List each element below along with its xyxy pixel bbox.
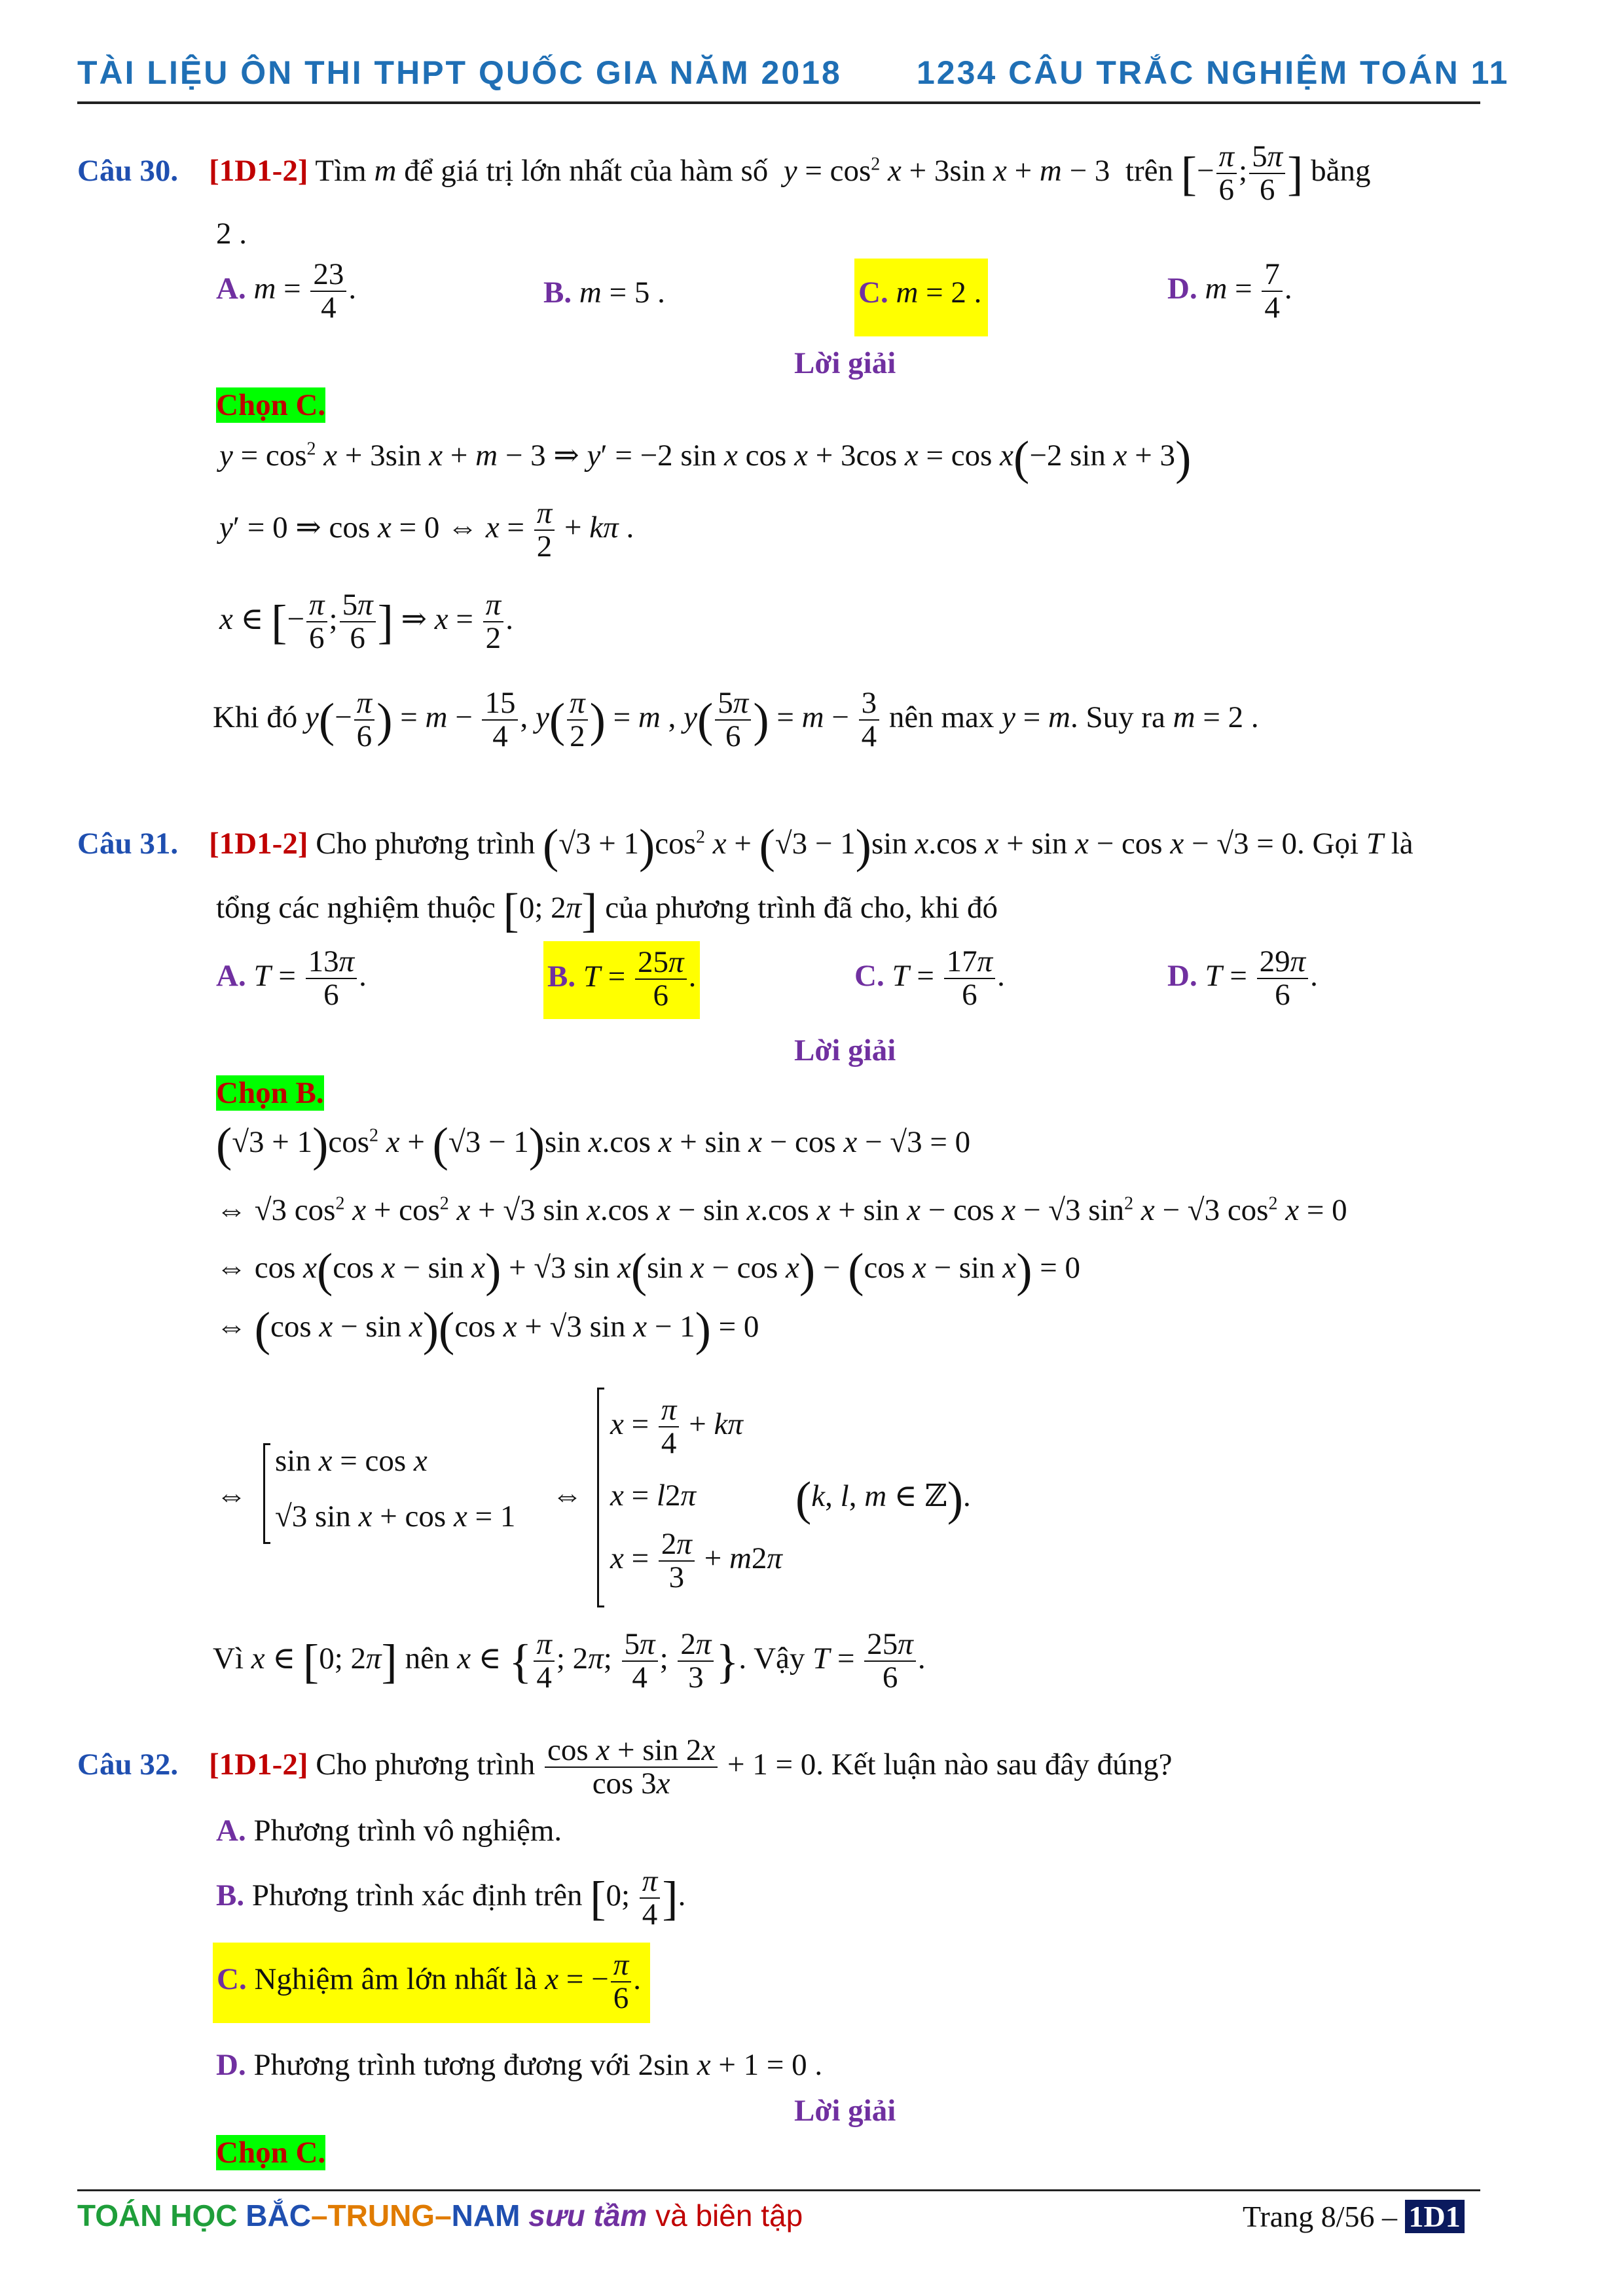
footer-badge: 1D1 — [1405, 2200, 1465, 2233]
q30-stem-line1: Câu 30. [1D1-2] Tìm m để giá trị lớn nhất của hàm số $y = \cos^2 x + 3\sin$ x + m − 3 trên [− $\frac{\pi}{6}$ ; $\frac{5\pi}{6}$ ] bằng — [77, 139, 1371, 207]
q31-sol-bracket1 — [263, 1443, 270, 1544]
footer-credit: TOÁN HỌC BẮC–TRUNG–NAM sưu tầm và biên tập — [77, 2198, 803, 2233]
q32-solution-title: Lời giải — [794, 2094, 896, 2128]
q31-sol-root1: x = $\frac{\pi}{4}$ + kπ — [610, 1393, 743, 1461]
q31-sol-line4: ⇔ (cos x − sin x)(cos x + √3 sin x − 1) = 0 — [216, 1302, 759, 1356]
q31-sol-line3: ⇔ cos x(cos x − sin x) + √3 sin x(sin x − cos x) − (cos x − sin x) = 0 — [216, 1244, 1080, 1297]
q31-sol-line1: $(√3 + 1)\cos^2$ x + (√3 − 1)sin x.cos x + sin x − cos x − √3 = 0 — [216, 1118, 971, 1172]
q31-sol-domain: (k, l, m ∈ ℤ). — [795, 1472, 971, 1526]
q32-stem: Câu 32. [1D1-2] Cho phương trình $\frac{\text{cos x + sin 2x}}{\cos 3x}$ + 1 = 0. Kết luận nào sau đây đúng? — [77, 1733, 1173, 1801]
q30-choice: Chọn C. — [216, 388, 326, 422]
footer-rule — [77, 2189, 1480, 2191]
q32-option-c-correct: C. Nghiệm âm lớn nhất là x = − $\frac{\pi}{6}$ . — [213, 1943, 650, 2023]
q30-option-d: D. m = $\frac{7}{4}$ . — [1167, 257, 1292, 325]
q31-sol-case2: √3 sin x + cos x = 1 — [275, 1499, 516, 1534]
q30-sol-line4: Khi đó y(− $\frac{\pi}{6}$ ) = m − $\frac{15}{4}$ , y( $\frac{\pi}{2}$ ) = m , y( $\frac{5\pi}{6}$ ) = m − $\frac{3}{4}$ nên max y = m. Suy ra m = 2 . — [213, 686, 1259, 754]
q31-sol-bracket2 — [597, 1388, 604, 1607]
q30-sol-line3: x ∈ [− $\frac{\pi}{6}$ ; $\frac{5\pi}{6}$ ] ⇒ x = $\frac{\pi}{2}$ . — [219, 588, 513, 656]
q30-option-c-correct: C. m = 2 . — [854, 259, 988, 336]
q31-option-d: D. T = $\frac{29\pi}{6}$ . — [1167, 944, 1318, 1013]
q31-sol-case1: sin x = cos x — [275, 1444, 428, 1478]
q30-sol-line1: $y = \cos^2 x + 3\sin$ x + m − 3 ⇒ y′ = −2 sin x cos x + 3cos x = cos x(−2 sin x + 3) — [219, 431, 1192, 485]
q30-sol-line2: y′ = 0 ⇒ cos x = 0 ⇔ x = $\frac{\pi}{2}$ + kπ . — [219, 496, 634, 564]
header-right-title: 1234 CÂU TRẮC NGHIỆM TOÁN 11 — [917, 54, 1510, 91]
q32-tag: [1D1-2] — [209, 1748, 308, 1782]
q31-label: Câu 31. — [77, 827, 179, 861]
q30-stem-c: trên — [1125, 154, 1173, 188]
q30-option-a: A. m = $\frac{23}{4}$ . — [216, 257, 357, 325]
q30-label: Câu 30. — [77, 154, 179, 188]
q31-option-c: C. T = $\frac{17\pi}{6}$ . — [854, 944, 1005, 1013]
q30-stem-e: 2 . — [216, 217, 247, 251]
q31-sol-conclusion: Vì x ∈ [0; 2π] nên x ∈ { $\frac{\pi}{4}$ ; 2π; $\frac{5\pi}{4}$ ; $\frac{2\pi}{3}$ }. Vậy T = $\frac{25\pi}{6}$ . — [213, 1627, 926, 1695]
q31-stem-line2: tổng các nghiệm thuộc [0; 2π] của phương trình đã cho, khi đó — [216, 884, 998, 937]
q31-option-b-correct: B. T = $\frac{25\pi}{6}$ . — [543, 941, 700, 1019]
q31-option-a: A. T = $\frac{13\pi}{6}$ . — [216, 944, 367, 1013]
q31-sol-equiv2: ⇔ — [552, 1479, 583, 1513]
q31-stem-line1: Câu 31. [1D1-2] Cho phương trình $(√3 + 1)\cos^2$ x + (√3 − 1)sin x.cos x + sin x − cos x − √3 = 0. Gọi T là — [77, 819, 1413, 873]
q31-sol-line2: ⇔ √3 $\cos^2 x + \cos^2 x + √3$ sin x.cos x − sin x.cos x + sin x − cos x − √3 $\sin^2 x - √3$ $\cos^2 x = 0$ — [216, 1193, 1347, 1227]
q31-choice: Chọn B. — [216, 1076, 324, 1110]
q31-solution-title: Lời giải — [794, 1033, 896, 1067]
q30-stem-d: bằng — [1311, 154, 1371, 188]
q32-choice: Chọn C. — [216, 2136, 326, 2170]
q30-tag: [1D1-2] — [209, 154, 308, 188]
q32-label: Câu 32. — [77, 1748, 179, 1782]
q32-option-d: D. Phương trình tương đương với 2sin x + 1 = 0 . — [216, 2048, 823, 2082]
q30-stem-a: Tìm — [315, 154, 367, 188]
q30-option-b: B. m = 5 . — [543, 276, 665, 310]
footer-page: Trang 8/56 – 1D1 — [1243, 2199, 1465, 2234]
q30-stem-b: để giá trị lớn nhất của hàm số — [404, 154, 769, 188]
q32-option-a: A. Phương trình vô nghiệm. — [216, 1814, 562, 1848]
q31-sol-root3: x = $\frac{2\pi}{3}$ + m2π — [610, 1527, 782, 1595]
q30-solution-title: Lời giải — [794, 346, 896, 380]
q31-tag: [1D1-2] — [209, 827, 308, 861]
q32-option-b: B. Phương trình xác định trên [0; $\frac{\pi}{4}$ ]. — [216, 1864, 686, 1932]
header-rule — [77, 101, 1480, 104]
q31-sol-equiv1: ⇔ — [216, 1479, 247, 1513]
header-left-title: TÀI LIỆU ÔN THI THPT QUỐC GIA NĂM 2018 — [77, 54, 842, 91]
q31-sol-root2: x = l2π — [610, 1479, 696, 1513]
